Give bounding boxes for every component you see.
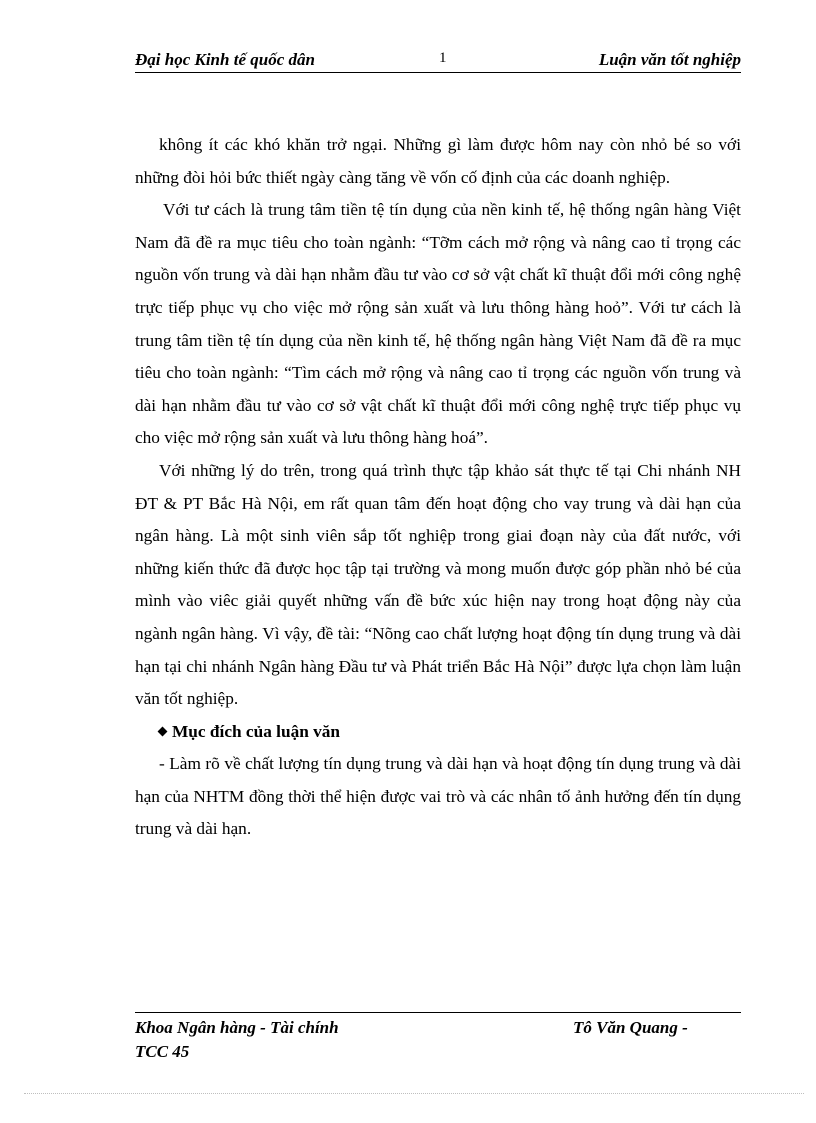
paragraph-2: Với tư cách là trung tâm tiền tệ tín dụng của nền kinh tế, hệ thống ngân hàng Việt Nam đã đề ra mục tiêu cho toàn ngành: “Tỡm cách mở rộng và nâng cao tỉ trọng các nguồn vốn trung và dài hạn nhằm đầu tư vào cơ sở vật chất kĩ thuật đổi mới công nghệ trực tiếp phục vụ cho việc mở rộng sản xuất và lưu thông hàng hoỏ”. Với tư cách là trung tâm tiền tệ tín dụng của nền kinh tế, hệ thống ngân hàng Việt Nam đã đề ra mục tiêu cho toàn ngành: “Tìm cách mở rộng và nâng cao tỉ trọng các nguồn vốn trung và dài hạn nhằm đầu tư vào cơ sở vật chất kĩ thuật đổi mới công nghệ trực tiếp phục vụ cho việc mở rộng sản xuất và lưu thông hàng hoá”. <box>135 200 741 448</box>
section-heading <box>135 716 741 749</box>
footer-class: TCC 45 <box>135 1042 190 1061</box>
page-edge-divider <box>24 1093 804 1094</box>
document-body <box>135 129 741 846</box>
header-university: Đại học Kinh tế quốc dân <box>135 50 315 69</box>
diamond-bullet-icon <box>158 726 168 736</box>
footer-author: Tô Văn Quang - <box>573 1018 688 1037</box>
page-footer <box>135 1012 741 1061</box>
paragraph-3: Với những lý do trên, trong quá trình thực tập khảo sát thực tế tại Chi nhánh NH ĐT & PT Bắc Hà Nội, em rất quan tâm đến hoạt động cho vay trung và dài hạn của ngân hàng. Là một sinh viên sắp tốt nghiệp trong giai đoạn này của đất nước, với những kiến thức đã được học tập tại trường và mong muốn được góp phần nhỏ bé của mình vào viêc giải quyết những vấn đề bức xúc hiện nay trong hoạt động này của ngành ngân hàng. Vì vậy, đề tài: “Nõng cao chất lượng hoạt động tín dụng trung và dài hạn tại chi nhánh Ngân hàng Đầu tư và Phát triển Bắc Hà Nội” được lựa chọn làm luận văn tốt nghiệp. <box>135 460 741 709</box>
footer-faculty: Khoa Ngân hàng - Tài chính <box>135 1018 339 1037</box>
page-header <box>135 48 741 73</box>
page-number: 1 <box>439 50 447 66</box>
section-heading-text: Mục đích của luận văn <box>172 721 341 741</box>
paragraph-4: - Làm rõ về chất lượng tín dụng trung và dài hạn và hoạt động tín dụng trung và dài hạn của NHTM đồng thời thể hiện được vai trò và các nhân tố ảnh hưởng đến tín dụng trung và dài hạn. <box>135 754 741 839</box>
paragraph-1: không ít các khó khăn trở ngại. Những gì làm được hôm nay còn nhỏ bé so với những đòi hỏi bức thiết ngày càng tăng về vốn cố định của các doanh nghiệp. <box>135 135 741 187</box>
header-document-type: Luận văn tốt nghiệp <box>598 50 741 69</box>
